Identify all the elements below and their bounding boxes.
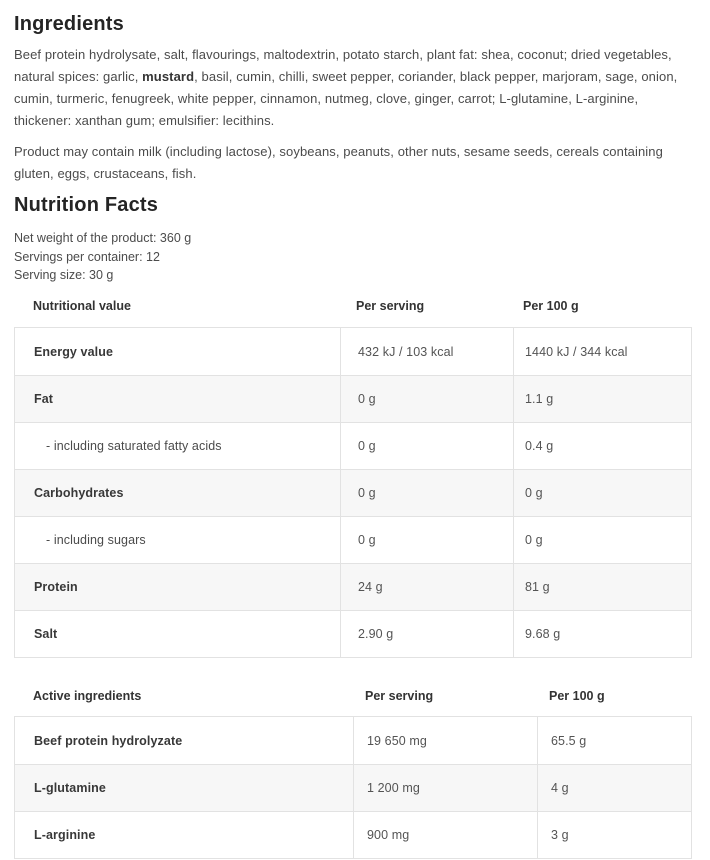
row-per-serving: 0 g xyxy=(340,517,513,563)
row-per-100g: 4 g xyxy=(537,765,691,811)
table-row xyxy=(15,811,691,858)
nutrition-facts-heading: Nutrition Facts xyxy=(14,194,159,216)
nutrition-table-header xyxy=(14,299,692,313)
row-per-100g: 1.1 g xyxy=(513,376,691,422)
table-row xyxy=(15,375,691,422)
row-per-serving: 2.90 g xyxy=(340,611,513,657)
row-label: L-arginine xyxy=(34,828,96,843)
table-row xyxy=(15,469,691,516)
table-row xyxy=(15,717,691,764)
row-per-serving: 0 g xyxy=(340,376,513,422)
row-per-100g: 81 g xyxy=(513,564,691,610)
table-row xyxy=(15,516,691,563)
table-row xyxy=(15,610,691,657)
row-per-100g: 0.4 g xyxy=(513,423,691,469)
header-per-serving: Per serving xyxy=(356,299,425,314)
row-per-serving: 24 g xyxy=(340,564,513,610)
table-row xyxy=(15,422,691,469)
header-per-100g: Per 100 g xyxy=(549,689,605,704)
row-per-100g: 3 g xyxy=(537,812,691,858)
row-per-100g: 0 g xyxy=(513,470,691,516)
header-per-100g: Per 100 g xyxy=(523,299,579,314)
ingredients-text-start: Beef protein hydrolysate, salt, flavourings, maltodextrin, potato starch, plant fat: shea, coconut; dried vegetables, natural spices: garlic, xyxy=(14,47,672,84)
row-label: Fat xyxy=(34,392,54,407)
nutrition-table xyxy=(14,327,692,658)
row-label: Carbohydrates xyxy=(34,486,124,501)
serving-size: Serving size: 30 g xyxy=(14,268,114,283)
ingredients-heading: Ingredients xyxy=(14,13,124,35)
ingredients-allergen-bold: mustard xyxy=(142,69,195,84)
row-per-serving: 19 650 mg xyxy=(353,717,537,764)
row-per-serving: 900 mg xyxy=(353,812,537,858)
row-per-serving: 432 kJ / 103 kcal xyxy=(340,328,513,375)
row-label: Energy value xyxy=(34,344,114,359)
header-per-serving: Per serving xyxy=(365,689,434,704)
serving-info xyxy=(14,229,692,285)
row-per-100g: 9.68 g xyxy=(513,611,691,657)
row-label: Protein xyxy=(34,580,78,595)
net-weight: Net weight of the product: 360 g xyxy=(14,231,192,245)
row-per-serving: 0 g xyxy=(340,423,513,469)
row-per-100g: 65.5 g xyxy=(537,717,691,764)
row-label: L-glutamine xyxy=(34,781,106,796)
table-row xyxy=(15,563,691,610)
row-per-100g: 0 g xyxy=(513,517,691,563)
active-ingredients-table-header xyxy=(14,689,692,703)
servings-per-container: Servings per container: 12 xyxy=(14,249,160,264)
active-ingredients-table xyxy=(14,716,692,859)
product-info-section xyxy=(0,12,710,859)
allergen-note: Product may contain milk (including lactose), soybeans, peanuts, other nuts, sesame seeds, cereals containing gluten, eggs, crustaceans, fish. xyxy=(14,144,663,181)
row-label: Salt xyxy=(34,627,58,642)
ingredients-text xyxy=(14,44,692,132)
table-row xyxy=(15,328,691,375)
row-per-serving: 0 g xyxy=(340,470,513,516)
header-nutritional-value: Nutritional value xyxy=(33,299,131,314)
row-label: - including saturated fatty acids xyxy=(46,439,222,454)
row-per-100g: 1440 kJ / 344 kcal xyxy=(513,328,691,375)
row-label: - including sugars xyxy=(46,533,146,548)
ingredients-text-end: , basil, cumin, chilli, sweet pepper, coriander, black pepper, marjoram, sage, onion, cumin, turmeric, fenugreek, white pepper, cinnamon, nutmeg, clove, ginger, carrot; L-glutamine, L-arginine, thickener: xanthan gum; emulsifier: lecithins. xyxy=(14,69,678,128)
table-row xyxy=(15,764,691,811)
row-label: Beef protein hydrolyzate xyxy=(34,733,183,748)
row-per-serving: 1 200 mg xyxy=(353,765,537,811)
header-active-ingredients: Active ingredients xyxy=(33,689,142,704)
